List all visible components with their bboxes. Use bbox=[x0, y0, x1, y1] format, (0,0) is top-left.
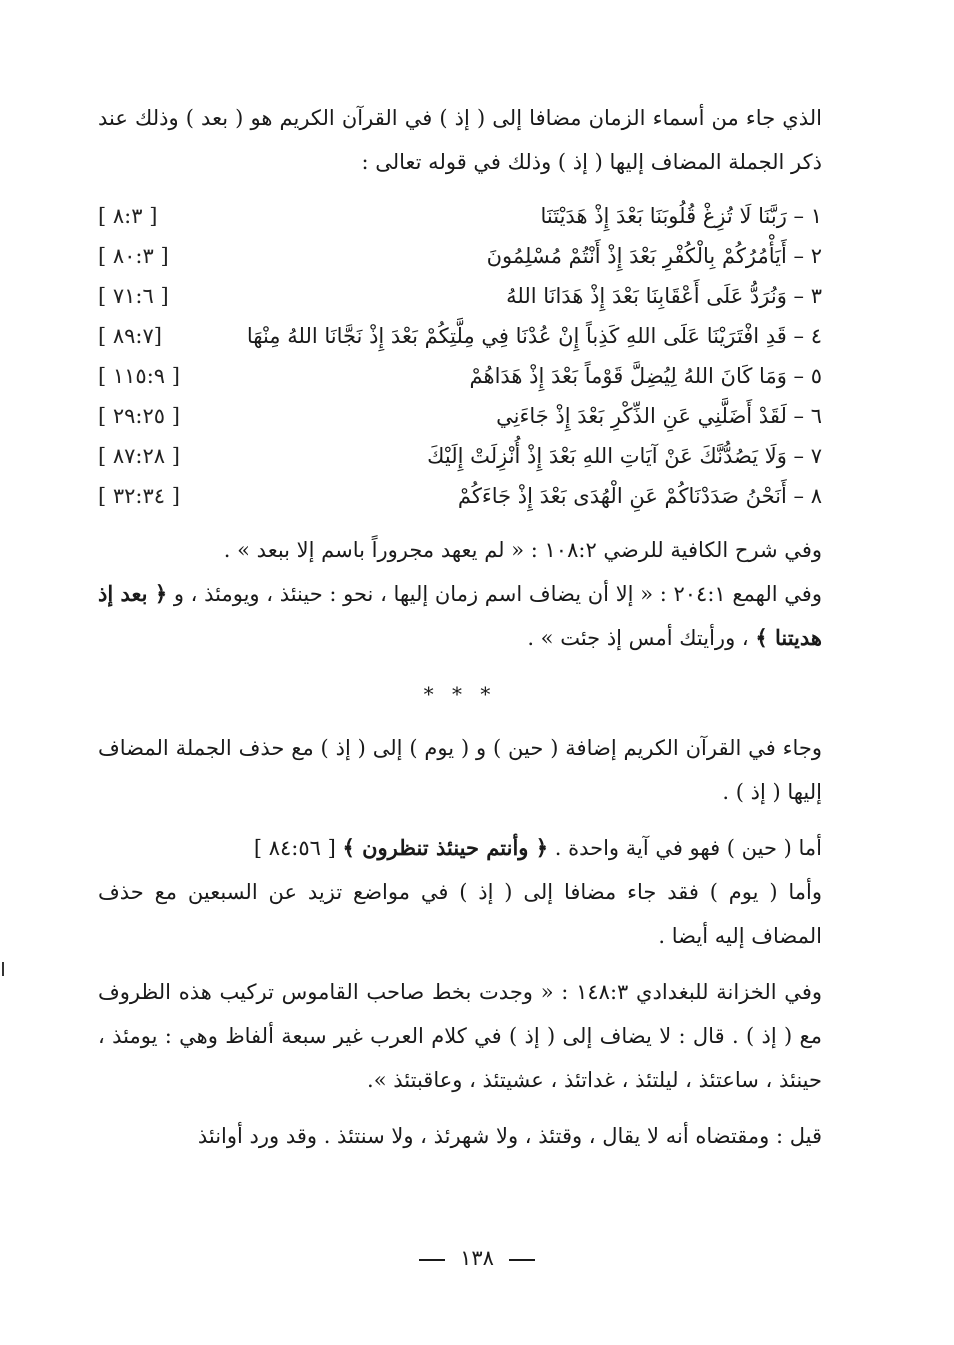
verse-quran-text: وَلَا يَصُدُّنَّكَ عَنْ آيَاتِ اللهِ بَعْدَ إِذْ أُنْزِلَتْ إِلَيْكَ bbox=[427, 444, 787, 468]
verse-reference: [ ٣٢:٣٤ ] bbox=[98, 484, 180, 508]
verse-row bbox=[98, 396, 822, 436]
verse-row bbox=[98, 236, 822, 276]
verse-text bbox=[487, 244, 822, 268]
scan-edge-mark bbox=[2, 962, 4, 976]
verse-number: ٨ – bbox=[793, 484, 822, 508]
yawm-paragraph: وأما ( يوم ) فقد جاء مضافا إلى ( إذ ) في مواضع تزيد عن السبعين مع حذف المضاف إليه أيضا . bbox=[98, 880, 822, 948]
intro-line-2: عند ذكر الجملة المضاف إليها ( إذ ) وذلك في قوله تعالى : bbox=[98, 106, 822, 174]
kafiya-quote: وفي شرح الكافية للرضي ١٠٨:٢ : « لم يعهد مجروراً باسم إلا ببعد » . bbox=[223, 538, 822, 562]
intro-line-1: الذي جاء من أسماء الزمان مضافا إلى ( إذ ) في القرآن الكريم هو ( بعد ) وذلك bbox=[135, 106, 822, 130]
verse-text bbox=[496, 404, 822, 428]
verse-reference: [ ٨٠:٣ ] bbox=[98, 244, 169, 268]
hin-ref: [ ٨٤:٥٦ ] bbox=[253, 836, 336, 860]
verse-row bbox=[98, 436, 822, 476]
hama-suffix: ، ورأيتك أمس إذ جئت » . bbox=[527, 626, 749, 650]
verse-reference: [ ٨٧:٢٨ ] bbox=[98, 444, 180, 468]
verse-number: ٧ – bbox=[793, 444, 822, 468]
khizana-paragraph: وفي الخزانة للبغدادي ١٤٨:٣ : « وجدت بخط صاحب القاموس تركيب هذه الظروف مع ( إذ ) . قال : لا يضاف إلى ( إذ ) في كلام العرب غير سبعة ألفاظ وهي : يومئذ ، حينئذ ، ساعتئذ ، ليلتئذ ، غداتئذ ، عشيتئذ ، وعاقبتئذ ». bbox=[98, 980, 822, 1092]
section-separator: * * * bbox=[423, 682, 497, 706]
hin-bold-verse: ﴿ وأنتم حينئذ تنظرون ﴾ bbox=[342, 835, 549, 860]
verse-quran-text: أَنَحْنُ صَدَدْنَاكُمْ عَنِ الْهُدَى بَعْدَ إِذْ جَاءَكُمْ bbox=[457, 484, 787, 508]
verse-number: ٥ – bbox=[793, 364, 822, 388]
verse-number: ١ – bbox=[793, 204, 822, 228]
verse-reference: [ ١١٥:٩ ] bbox=[98, 364, 180, 388]
verse-row bbox=[98, 356, 822, 396]
verse-text bbox=[541, 204, 823, 228]
page-number-value: ١٣٨ bbox=[460, 1246, 494, 1270]
verse-text bbox=[458, 484, 822, 508]
verse-reference: [٨٩:٧ ] bbox=[98, 324, 162, 348]
hama-quote bbox=[98, 572, 822, 660]
verse-row bbox=[98, 276, 822, 316]
hama-bold-verse: ﴿ بعد إذ هديتنا ﴾ bbox=[98, 581, 822, 650]
verse-row bbox=[98, 316, 822, 356]
verse-reference: [ ٧١:٦ ] bbox=[98, 284, 169, 308]
verse-quran-text: أَيَأْمُرُكُمْ بِالْكُفْرِ بَعْدَ إِذْ أَنْتُمْ مُسْلِمُونَ bbox=[486, 244, 787, 268]
hama-prefix: و bbox=[173, 582, 184, 606]
verse-text bbox=[247, 324, 822, 348]
verse-number: ٢ – bbox=[793, 244, 822, 268]
verse-number: ٦ – bbox=[793, 404, 822, 428]
verse-row bbox=[98, 196, 822, 236]
verse-reference: [ ٢٩:٢٥ ] bbox=[98, 404, 180, 428]
intro-paragraph bbox=[98, 96, 822, 184]
verse-list bbox=[98, 196, 822, 516]
page-number bbox=[0, 1246, 954, 1270]
verse-quran-text: قَدِ افْتَرَيْنَا عَلَى اللهِ كَذِباً إِنْ عُدْنَا فِي مِلَّتِكُمْ بَعْدَ إِذْ نَجَّانَا اللهُ مِنْهَا bbox=[246, 324, 787, 348]
hama-line-1: وفي الهمع ٢٠٤:١ : « إلا أن يضاف اسم زمان إليها ، نحو : حينئذ ، ويومئذ ، bbox=[190, 582, 822, 606]
verse-quran-text: وَنُرَدُّ عَلَى أَعْقَابِنَا بَعْدَ إِذْ هَدَانَا اللهُ bbox=[506, 284, 787, 308]
verse-text bbox=[427, 444, 822, 468]
verse-number: ٣ – bbox=[793, 284, 822, 308]
page-number-dash-right bbox=[419, 1259, 445, 1261]
page-number-dash-left bbox=[509, 1259, 535, 1261]
verse-text bbox=[506, 284, 822, 308]
verse-quran-text: رَبَّنَا لَا تُزِغْ قُلُوبَنَا بَعْدَ إِذْ هَدَيْتَنَا bbox=[540, 204, 787, 228]
page-body bbox=[98, 96, 822, 1158]
hin-paragraph bbox=[98, 826, 822, 870]
section2-paragraph: وجاء في القرآن الكريم إضافة ( حين ) و ( يوم ) إلى ( إذ ) مع حذف الجملة المضاف إليها ( إذ ) . bbox=[98, 736, 822, 804]
verse-reference: [ ٨:٣ ] bbox=[98, 204, 158, 228]
verse-quran-text: لَقَدْ أَضَلَّنِي عَنِ الذِّكْرِ بَعْدَ إِذْ جَاءَنِي bbox=[496, 404, 787, 428]
verse-number: ٤ – bbox=[793, 324, 822, 348]
verse-quran-text: وَمَا كَانَ اللهُ لِيُضِلَّ قَوْماً بَعْدَ إِذْ هَدَاهُمْ bbox=[469, 364, 787, 388]
verse-text bbox=[470, 364, 822, 388]
hin-prefix: أما ( حين ) فهو في آية واحدة . bbox=[554, 836, 822, 860]
qil-paragraph: قيل : ومقتضاه أنه لا يقال ، وقتئذ ، ولا شهرئذ ، ولا سنتئذ . وقد ورد أوانئذ bbox=[197, 1124, 822, 1148]
verse-row bbox=[98, 476, 822, 516]
